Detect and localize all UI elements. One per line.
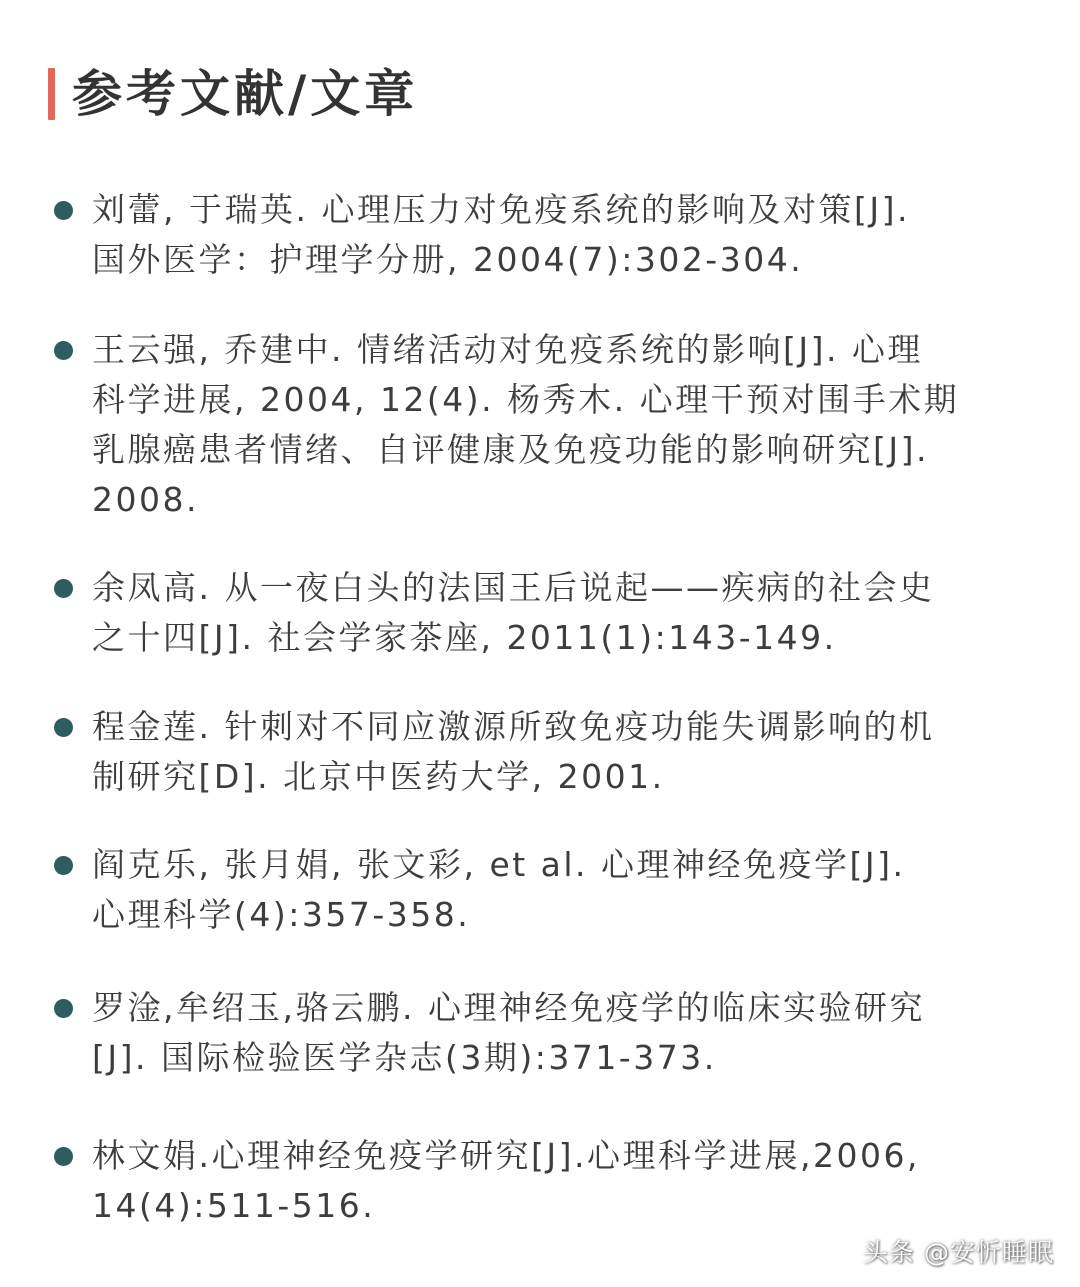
reference-line: 制研究[D]. 北京中医药大学, 2001.	[92, 757, 665, 796]
bullet-dot-icon	[54, 856, 73, 875]
reference-line: 之十四[J]. 社会学家茶座, 2011(1):143-149.	[92, 618, 837, 657]
reference-item	[92, 1131, 1052, 1231]
reference-line: 刘蕾, 于瑞英. 心理压力对免疫系统的影响及对策[J].	[92, 190, 910, 229]
reference-line: 14(4):511-516.	[92, 1186, 376, 1225]
reference-line: 心理科学(4):357-358.	[92, 895, 471, 934]
bullet-dot-icon	[54, 718, 73, 737]
bullet-dot-icon	[54, 999, 73, 1018]
reference-item	[92, 983, 1052, 1083]
bullet-dot-icon	[54, 579, 73, 598]
reference-line: 国外医学：护理学分册, 2004(7):302-304.	[92, 240, 804, 279]
watermark: 头条 @安忻睡眠	[863, 1238, 1054, 1267]
reference-line: 程金莲. 针刺对不同应激源所致免疫功能失调影响的机	[92, 707, 935, 746]
reference-line: 乳腺癌患者情绪、自评健康及免疫功能的影响研究[J].	[92, 430, 929, 469]
bullet-dot-icon	[54, 201, 73, 220]
reference-item	[92, 563, 1052, 663]
bullet-dot-icon	[54, 341, 73, 360]
reference-item	[92, 702, 1052, 802]
reference-item	[92, 325, 1052, 525]
reference-line: 王云强, 乔建中. 情绪活动对免疫系统的影响[J]. 心理	[92, 330, 923, 369]
reference-line: 余凤高. 从一夜白头的法国王后说起——疾病的社会史	[92, 568, 935, 607]
reference-line: [J]. 国际检验医学杂志(3期):371-373.	[92, 1038, 717, 1077]
reference-line: 阎克乐, 张月娟, 张文彩, et al. 心理神经免疫学[J].	[92, 845, 906, 884]
reference-line: 罗淦,牟绍玉,骆云鹏. 心理神经免疫学的临床实验研究	[92, 988, 925, 1027]
page-title: 参考文献/文章	[72, 65, 419, 123]
reference-line: 2008.	[92, 480, 199, 519]
reference-line: 科学进展, 2004, 12(4). 杨秀木. 心理干预对围手术期	[92, 380, 960, 419]
bullet-dot-icon	[54, 1147, 73, 1166]
reference-item	[92, 840, 1052, 940]
reference-line: 林文娟.心理神经免疫学研究[J].心理科学进展,2006,	[92, 1136, 920, 1175]
reference-item	[92, 185, 1052, 285]
